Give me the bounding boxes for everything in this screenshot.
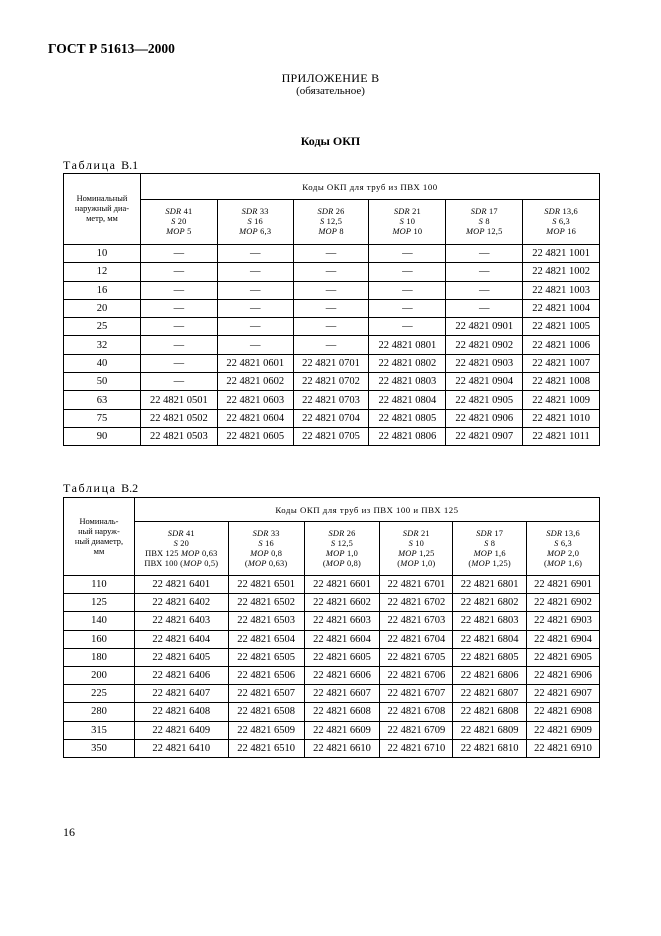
diameter-cell: 225 [64,685,135,703]
okp-code-cell: 22 4821 6501 [228,576,304,594]
okp-code-cell: 22 4821 6604 [304,630,380,648]
table-b1 [63,173,600,446]
okp-code-cell: 22 4821 6605 [304,648,380,666]
table2-caption-number: В.2 [121,481,139,495]
okp-code-cell: 22 4821 6504 [228,630,304,648]
table2-group-header: Коды ОКП для труб из ПВХ 100 и ПВХ 125 [134,498,599,522]
okp-code-cell: 22 4821 6806 [453,666,527,684]
okp-code-cell: 22 4821 0907 [446,427,523,445]
okp-code-cell: 22 4821 6804 [453,630,527,648]
diameter-cell: 16 [64,281,141,299]
table2-caption [63,481,138,496]
table2-column-header: SDR 13,6 S 6,3 MOP 2,0 (MOP 1,6) [527,522,600,576]
diameter-cell: 32 [64,336,141,354]
table2-column-header: SDR 33 S 16 MOP 0,8 (MOP 0,63) [228,522,304,576]
table1-caption [63,158,138,173]
okp-code-cell: 22 4821 1006 [523,336,600,354]
okp-code-cell: — [140,318,217,336]
table-row [64,721,600,739]
table-row [64,391,600,409]
okp-code-cell: 22 4821 1002 [523,263,600,281]
okp-code-cell: 22 4821 1008 [523,373,600,391]
okp-code-cell: 22 4821 6702 [380,594,453,612]
okp-code-cell: 22 4821 0903 [446,354,523,372]
table2-column-header: SDR 41 S 20 ПВХ 125 MOP 0,63 ПВХ 100 (MOP 0,5) [134,522,228,576]
diameter-cell: 25 [64,318,141,336]
okp-code-cell: 22 4821 1004 [523,299,600,317]
okp-code-cell: 22 4821 1010 [523,409,600,427]
okp-code-cell: — [293,299,369,317]
okp-code-cell: — [217,336,293,354]
okp-code-cell: 22 4821 0502 [140,409,217,427]
okp-code-cell: 22 4821 0803 [369,373,446,391]
okp-code-cell: 22 4821 6910 [527,739,600,757]
diameter-cell: 75 [64,409,141,427]
page-number: 16 [63,825,75,839]
okp-code-cell: 22 4821 6608 [304,703,380,721]
okp-code-cell: 22 4821 0704 [293,409,369,427]
table-row [64,666,600,684]
okp-code-cell: 22 4821 6402 [134,594,228,612]
table-row [64,281,600,299]
okp-code-cell: 22 4821 6406 [134,666,228,684]
table2-caption-word: Таблица [63,481,117,495]
okp-code-cell: 22 4821 6408 [134,703,228,721]
diameter-cell: 180 [64,648,135,666]
table2-column-header: SDR 17 S 8 MOP 1,6 (MOP 1,25) [453,522,527,576]
okp-code-cell: 22 4821 6510 [228,739,304,757]
table1-group-header: Коды ОКП для труб из ПВХ 100 [140,174,599,200]
okp-code-cell: — [293,263,369,281]
okp-code-cell: 22 4821 6404 [134,630,228,648]
table1-column-header: SDR 13,6 S 6,3 MOP 16 [523,200,600,245]
okp-code-cell: — [217,281,293,299]
diameter-cell: 125 [64,594,135,612]
okp-code-cell: 22 4821 0702 [293,373,369,391]
diameter-cell: 20 [64,299,141,317]
okp-code-cell: 22 4821 1007 [523,354,600,372]
okp-code-cell: — [369,281,446,299]
okp-code-cell: 22 4821 0906 [446,409,523,427]
diameter-cell: 40 [64,354,141,372]
okp-code-cell: 22 4821 6705 [380,648,453,666]
table1-column-header: SDR 41 S 20 MOP 5 [140,200,217,245]
okp-code-cell: 22 4821 0603 [217,391,293,409]
okp-code-cell: 22 4821 6902 [527,594,600,612]
okp-code-cell: 22 4821 6708 [380,703,453,721]
okp-code-cell: 22 4821 6606 [304,666,380,684]
okp-code-cell: 22 4821 1003 [523,281,600,299]
okp-code-cell: 22 4821 6801 [453,576,527,594]
okp-code-cell: — [293,281,369,299]
okp-code-cell: 22 4821 0902 [446,336,523,354]
diameter-cell: 12 [64,263,141,281]
okp-code-cell: 22 4821 6908 [527,703,600,721]
okp-code-cell: — [217,263,293,281]
okp-code-cell: 22 4821 6703 [380,612,453,630]
okp-code-cell: 22 4821 6405 [134,648,228,666]
okp-code-cell: 22 4821 6808 [453,703,527,721]
okp-code-cell: 22 4821 6802 [453,594,527,612]
okp-code-cell: 22 4821 6506 [228,666,304,684]
section-title: Коды ОКП [300,134,361,148]
okp-code-cell: 22 4821 6805 [453,648,527,666]
table2-column-header: SDR 26 S 12,5 MOP 1,0 (MOP 0,8) [304,522,380,576]
diameter-cell: 200 [64,666,135,684]
okp-code-cell: — [369,318,446,336]
okp-code-cell: — [293,318,369,336]
table1-column-header: SDR 26 S 12,5 MOP 8 [293,200,369,245]
table-row [64,427,600,445]
okp-code-cell: — [140,336,217,354]
table-row [64,336,600,354]
okp-code-cell: 22 4821 0701 [293,354,369,372]
table-row [64,703,600,721]
table-row [64,373,600,391]
okp-code-cell: — [446,263,523,281]
okp-code-cell: — [140,373,217,391]
okp-code-cell: — [446,281,523,299]
okp-code-cell: 22 4821 6507 [228,685,304,703]
okp-code-cell: 22 4821 6706 [380,666,453,684]
okp-code-cell: 22 4821 6704 [380,630,453,648]
table-row [64,594,600,612]
okp-code-cell: 22 4821 6603 [304,612,380,630]
okp-code-cell: 22 4821 0705 [293,427,369,445]
okp-code-cell: 22 4821 6502 [228,594,304,612]
table-row [64,648,600,666]
okp-code-cell: 22 4821 0602 [217,373,293,391]
diameter-cell: 90 [64,427,141,445]
okp-code-cell: 22 4821 1009 [523,391,600,409]
diameter-cell: 315 [64,721,135,739]
okp-code-cell: 22 4821 6601 [304,576,380,594]
okp-code-cell: 22 4821 6407 [134,685,228,703]
appendix-subtitle: (обязательное) [296,85,365,97]
okp-code-cell: 22 4821 0801 [369,336,446,354]
table-row [64,630,600,648]
okp-code-cell: 22 4821 0804 [369,391,446,409]
okp-code-cell: 22 4821 0904 [446,373,523,391]
diameter-cell: 160 [64,630,135,648]
okp-code-cell: — [446,245,523,263]
table1-caption-word: Таблица [63,158,117,172]
okp-code-cell: 22 4821 6701 [380,576,453,594]
okp-code-cell: 22 4821 6707 [380,685,453,703]
okp-code-cell: — [217,245,293,263]
okp-code-cell: 22 4821 6509 [228,721,304,739]
okp-code-cell: 22 4821 6803 [453,612,527,630]
table-row [64,409,600,427]
okp-code-cell: 22 4821 0901 [446,318,523,336]
okp-code-cell: — [446,299,523,317]
okp-code-cell: 22 4821 6409 [134,721,228,739]
table-row [64,612,600,630]
table-row [64,299,600,317]
okp-code-cell: — [140,299,217,317]
okp-code-cell: — [140,354,217,372]
okp-code-cell: — [140,245,217,263]
okp-code-cell: — [293,245,369,263]
okp-code-cell: 22 4821 1005 [523,318,600,336]
okp-code-cell: 22 4821 0604 [217,409,293,427]
okp-code-cell: 22 4821 6401 [134,576,228,594]
okp-code-cell: — [293,336,369,354]
okp-code-cell: 22 4821 6505 [228,648,304,666]
table-row [64,739,600,757]
okp-code-cell: — [369,245,446,263]
table-row [64,576,600,594]
okp-code-cell: 22 4821 6909 [527,721,600,739]
table-row [64,263,600,281]
okp-code-cell: 22 4821 0703 [293,391,369,409]
okp-code-cell: 22 4821 0802 [369,354,446,372]
okp-code-cell: 22 4821 0806 [369,427,446,445]
okp-code-cell: 22 4821 1011 [523,427,600,445]
table1-caption-number: В.1 [121,158,139,172]
table-row [64,354,600,372]
okp-code-cell: 22 4821 0605 [217,427,293,445]
document-standard-header: ГОСТ Р 51613—2000 [48,41,175,56]
okp-code-cell: 22 4821 6709 [380,721,453,739]
okp-code-cell: — [140,263,217,281]
table1-row-header: Номинальный наружный диа- метр, мм [64,174,141,245]
okp-code-cell: — [217,318,293,336]
table-row [64,245,600,263]
okp-code-cell: 22 4821 6607 [304,685,380,703]
okp-code-cell: 22 4821 6903 [527,612,600,630]
okp-code-cell: — [369,263,446,281]
table1-column-header: SDR 33 S 16 MOP 6,3 [217,200,293,245]
okp-code-cell: 22 4821 0805 [369,409,446,427]
okp-code-cell: 22 4821 6609 [304,721,380,739]
okp-code-cell: 22 4821 6508 [228,703,304,721]
diameter-cell: 50 [64,373,141,391]
okp-code-cell: 22 4821 0601 [217,354,293,372]
okp-code-cell: 22 4821 6710 [380,739,453,757]
table1-column-header: SDR 21 S 10 MOP 10 [369,200,446,245]
okp-code-cell: — [369,299,446,317]
okp-code-cell: 22 4821 6602 [304,594,380,612]
okp-code-cell: 22 4821 6610 [304,739,380,757]
okp-code-cell: 22 4821 6810 [453,739,527,757]
diameter-cell: 63 [64,391,141,409]
okp-code-cell: 22 4821 6410 [134,739,228,757]
okp-code-cell: 22 4821 6904 [527,630,600,648]
okp-code-cell: 22 4821 0501 [140,391,217,409]
diameter-cell: 350 [64,739,135,757]
diameter-cell: 140 [64,612,135,630]
okp-code-cell: 22 4821 6807 [453,685,527,703]
table-row [64,685,600,703]
okp-code-cell: 22 4821 6906 [527,666,600,684]
okp-code-cell: 22 4821 6809 [453,721,527,739]
okp-code-cell: — [140,281,217,299]
table-b2 [63,497,600,758]
table2-row-header: Номиналь- ный наруж- ный диаметр, мм [64,498,135,576]
table2-column-header: SDR 21 S 10 MOP 1,25 (MOP 1,0) [380,522,453,576]
okp-code-cell: 22 4821 1001 [523,245,600,263]
okp-code-cell: 22 4821 0905 [446,391,523,409]
table1-column-header: SDR 17 S 8 MOP 12,5 [446,200,523,245]
okp-code-cell: — [217,299,293,317]
okp-code-cell: 22 4821 6403 [134,612,228,630]
okp-code-cell: 22 4821 6905 [527,648,600,666]
diameter-cell: 110 [64,576,135,594]
diameter-cell: 280 [64,703,135,721]
table-row [64,318,600,336]
appendix-title: ПРИЛОЖЕНИЕ В [281,71,380,85]
okp-code-cell: 22 4821 6907 [527,685,600,703]
okp-code-cell: 22 4821 6503 [228,612,304,630]
okp-code-cell: 22 4821 6901 [527,576,600,594]
okp-code-cell: 22 4821 0503 [140,427,217,445]
diameter-cell: 10 [64,245,141,263]
